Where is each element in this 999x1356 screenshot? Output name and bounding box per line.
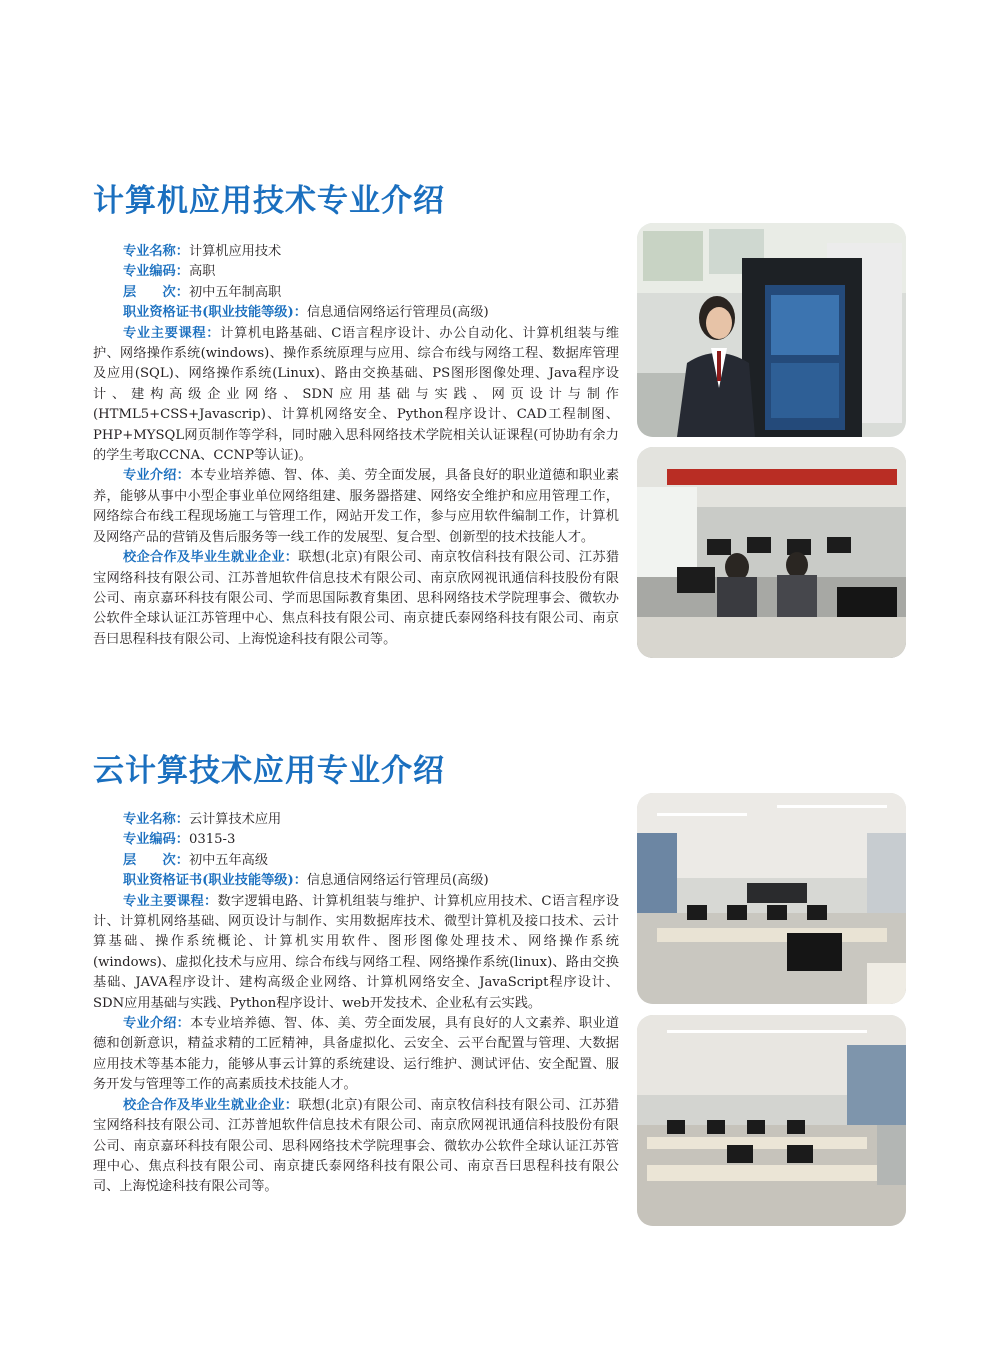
section-title: 云计算技术应用专业介绍 [93, 753, 445, 789]
section-body [93, 242, 619, 650]
courses-text: 计算机电路基础、C语言程序设计、办公自动化、计算机组装与维护、网络操作系统(windows)、操作系统原理与应用、综合布线与网络工程、数据库管理及应用(SQL)、网络操作系统(Linux)、路由交换基础、PS图形图像处理、Java程序设计、建构高级企业网络、SDN应用基础与实践、网页设计与制作(HTML5+CSS+Javascrip)、计算机网络安全、Python程序设计、CAD工程制图、PHP+MYSQL网页制作等学科，同时融入思科网络技术学院相关认证课程(可协助有余力的学生考取CCNA、CCNP等认证)。 [93, 325, 620, 464]
photo-computer-classroom-image [637, 447, 906, 658]
meta-level [93, 283, 619, 303]
meta-label: 职业资格证书(职业技能等级)： [123, 305, 307, 321]
courses-text: 数字逻辑电路、计算机组装与维护、计算机应用技术、C语言程序设计、计算机网络基础、网页设计与制作、实用数据库技术、微型计算机及接口技术、云计算基础、操作系统概论、计算机实用软件、图形图像处理技术、网络操作系统(windows)、虚拟化技术与应用、综合布线与网络工程、网络操作系统(linux)、路由交换基础、JAVA程序设计、建构高级企业网络、计算机网络安全、JavaScript程序设计、SDN应用基础与实践、Python程序设计、web开发技术、企业私有云实践。 [93, 893, 619, 1011]
meta-value: 计算机应用技术 [188, 244, 282, 259]
intro-label: 专业介绍： [123, 468, 191, 484]
meta-label: 专业编码： [123, 832, 189, 848]
photo-computer-classroom [637, 447, 906, 658]
meta-major-code [93, 830, 619, 850]
courses-paragraph [93, 324, 619, 467]
meta-value: 初中五年制高职 [188, 284, 282, 300]
employers-text: 联想(北京)有限公司、南京牧信科技有限公司、江苏猎宝网络科技有限公司、江苏普旭软件信息技术有限公司、南京欣网视讯通信科技股份有限公司、南京嘉环科技有限公司、思科网络技术学院理事会、微软办公软件全球认证江苏管理中心、焦点科技有限公司、南京捷氏泰网络科技有限公司、南京吾曰思程科技有限公司、上海悦途科技有限公司等。 [93, 1097, 620, 1195]
meta-certificate [93, 871, 619, 891]
photo-computer-lab-rows-image [637, 1015, 906, 1226]
section-body [93, 810, 619, 1198]
employers-text: 联想(北京)有限公司、南京牧信科技有限公司、江苏猎宝网络科技有限公司、江苏普旭软件信息技术有限公司、南京欣网视讯通信科技股份有限公司、南京嘉环科技有限公司、学而思国际教育集团、思科网络技术学院理事会、微软办公软件全球认证江苏管理中心、焦点科技有限公司、南京捷氏泰网络科技有限公司、南京吾曰思程科技有限公司、上海悦途科技有限公司等。 [93, 550, 620, 647]
photo-empty-computer-lab-image [637, 793, 906, 1004]
employers-label: 校企合作及毕业生就业企业： [123, 1097, 299, 1113]
meta-label: 层 次： [123, 852, 189, 868]
meta-value: 信息通信网络运行管理员(高级) [306, 305, 489, 321]
meta-major-name [93, 242, 619, 262]
meta-value: 信息通信网络运行管理员(高级) [306, 873, 489, 889]
meta-label: 专业编码： [123, 264, 189, 280]
courses-paragraph [93, 892, 619, 1014]
meta-value: 云计算技术应用 [188, 812, 282, 827]
meta-value: 初中五年高级 [188, 852, 269, 868]
section-title: 计算机应用技术专业介绍 [93, 183, 445, 219]
meta-label: 职业资格证书(职业技能等级)： [123, 873, 307, 889]
intro-paragraph [93, 1014, 619, 1096]
photo-empty-computer-lab [637, 793, 906, 1004]
intro-paragraph [93, 466, 619, 548]
meta-label: 专业名称： [123, 244, 189, 259]
courses-label: 专业主要课程： [123, 325, 221, 341]
employers-paragraph [93, 1096, 619, 1198]
meta-value: 高职 [188, 264, 216, 280]
meta-value: 0315-3 [188, 832, 236, 848]
photo-computer-lab-rows [637, 1015, 906, 1226]
meta-major-code [93, 262, 619, 282]
meta-label: 层 次： [123, 284, 189, 300]
intro-text: 本专业培养德、智、体、美、劳全面发展，具备良好的职业道德和职业素养，能够从事中小型企事业单位网络组建、服务器搭建、网络安全维护和应用管理工作，网络综合布线工程现场施工与管理工作，网站开发工作，参与应用软件编制工作，计算机及网络产品的营销及售后服务等一线工作的发展型、复合型、创新型的技术技能人才。 [93, 468, 620, 545]
photo-student-network-cabinet [637, 223, 906, 437]
meta-major-name [93, 810, 619, 830]
intro-label: 专业介绍： [123, 1016, 191, 1032]
employers-label: 校企合作及毕业生就业企业： [123, 550, 299, 566]
courses-label: 专业主要课程： [123, 893, 218, 909]
meta-label: 专业名称： [123, 812, 189, 827]
intro-text: 本专业培养德、智、体、美、劳全面发展，具有良好的人文素养、职业道德和创新意识，精益求精的工匠精神，具备虚拟化、云安全、云平台配置与管理、大数据应用技术等基本能力，能够从事云计算的系统建设、运行维护、测试评估、安全配置、服务开发与管理等工作的高素质技术技能人才。 [93, 1016, 620, 1093]
photo-student-network-cabinet-image [637, 223, 906, 437]
meta-level [93, 851, 619, 871]
employers-paragraph [93, 548, 619, 650]
meta-certificate [93, 303, 619, 323]
